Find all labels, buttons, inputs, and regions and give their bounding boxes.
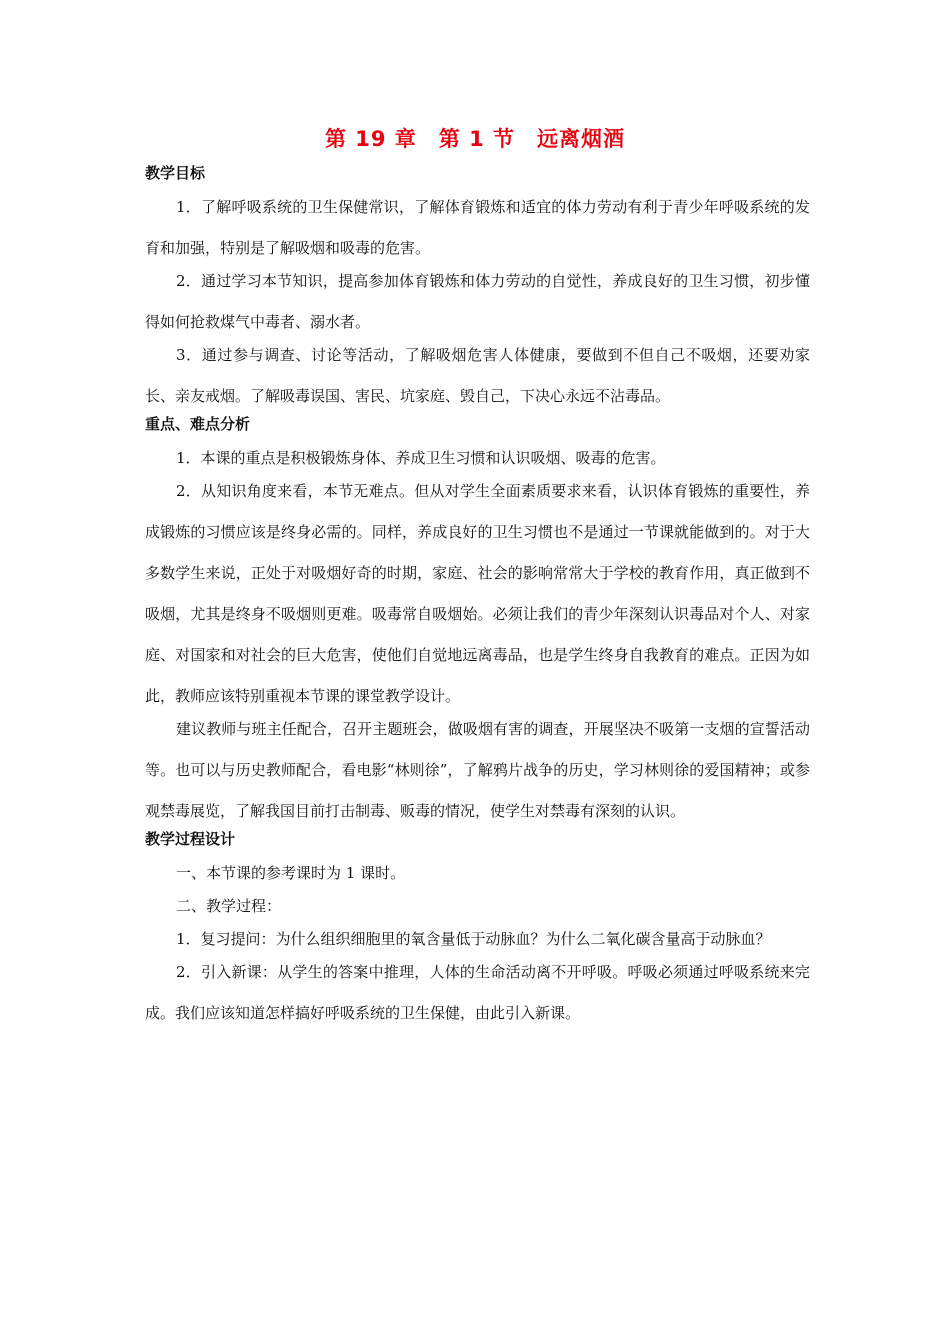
section-heading: 重点、难点分析 — [145, 415, 251, 433]
document-body — [145, 160, 810, 1034]
paragraph: 2．从知识角度来看，本节无难点。但从对学生全面素质要求来看，认识体育锻炼的重要性，养成锻炼的习惯应该是终身必需的。同样，养成良好的卫生习惯也不是通过一节课就能做到的。对于大多数学生来说，正处于对吸烟好奇的时期，家庭、社会的影响常常大于学校的教育作用，真正做到不吸烟，尤其是终身不吸烟则更难。吸毒常自吸烟始。必须让我们的青少年深刻认识毒品对个人、对家庭、对国家和对社会的巨大危害，使他们自觉地远离毒品，也是学生终身自我教育的难点。正因为如此，教师应该特别重视本节课的课堂教学设计。 — [145, 482, 810, 705]
section-heading: 教学目标 — [145, 164, 206, 182]
paragraph: 1．了解呼吸系统的卫生保健常识，了解体育锻炼和适宜的体力劳动有利于青少年呼吸系统的发育和加强，特别是了解吸烟和吸毒的危害。 — [145, 198, 810, 257]
section-heading: 教学过程设计 — [145, 830, 236, 848]
paragraph: 2．通过学习本节知识，提高参加体育锻炼和体力劳动的自觉性，养成良好的卫生习惯，初步懂得如何抢救煤气中毒者、溺水者。 — [145, 272, 810, 331]
paragraph: 二、教学过程： — [176, 897, 282, 915]
paragraph: 1．本课的重点是积极锻炼身体、养成卫生习惯和认识吸烟、吸毒的危害。 — [176, 449, 666, 467]
paragraph: 2．引入新课：从学生的答案中推理，人体的生命活动离不开呼吸。呼吸必须通过呼吸系统来完成。我们应该知道怎样搞好呼吸系统的卫生保健，由此引入新课。 — [145, 963, 810, 1022]
paragraph: 1．复习提问：为什么组织细胞里的氧含量低于动脉血？为什么二氧化碳含量高于动脉血？ — [176, 930, 771, 948]
paragraph: 建议教师与班主任配合，召开主题班会，做吸烟有害的调查，开展坚决不吸第一支烟的宣誓活动等。也可以与历史教师配合，看电影“林则徐”，了解鸦片战争的历史，学习林则徐的爱国精神；或参观禁毒展览，了解我国目前打击制毒、贩毒的情况，使学生对禁毒有深刻的认识。 — [145, 720, 810, 820]
paragraph: 一、本节课的参考课时为 1 课时。 — [176, 864, 406, 882]
paragraph: 3．通过参与调查、讨论等活动，了解吸烟危害人体健康，要做到不但自己不吸烟，还要劝家长、亲友戒烟。了解吸毒误国、害民、坑家庭、毁自己，下决心永远不沾毒品。 — [145, 346, 810, 405]
page-title: 第 19 章 第 1 节 远离烟酒 — [324, 127, 626, 151]
